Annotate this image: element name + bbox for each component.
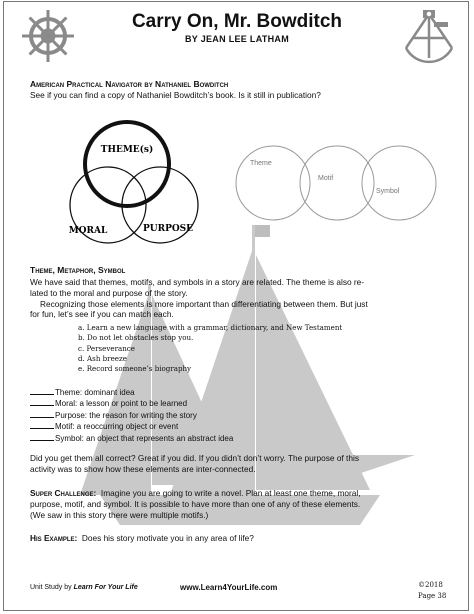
section-paragraph	[30, 277, 450, 320]
paragraph-line: Did you get them all correct? Great if you did. If you didn’t don’t worry. The purpose of this	[30, 453, 359, 463]
page-author: BY JEAN LEE LATHAM	[184, 34, 290, 44]
answer-blank[interactable]	[30, 433, 54, 441]
venn-diagram-motif	[230, 140, 450, 230]
venn-diagram-moral-purpose	[30, 110, 220, 250]
theme-circle-right	[236, 146, 310, 220]
his-example-heading: His Example:	[30, 533, 78, 543]
his-example-text: Does his story motivate you in any area of life?	[81, 533, 254, 543]
match-row	[30, 398, 233, 409]
paragraph-line: We have said that themes, motifs, and symbols in a story are related. The theme is also re-	[30, 277, 365, 287]
answer-blank[interactable]	[30, 421, 54, 429]
navigator-heading: American Practical Navigator by Nathaniel Bowditch	[30, 79, 229, 89]
matching-exercise	[30, 387, 233, 444]
paragraph-line: lated to the moral and purpose of the story.	[30, 287, 188, 298]
example-list	[78, 323, 342, 374]
section-heading-theme-metaphor: Theme, Metaphor, Symbol	[30, 265, 126, 275]
paragraph-line: purpose, motif, and symbol. It is possible to have more than one of any of these elements.	[30, 498, 361, 509]
paragraph-line: Recognizing those elements is more important than differentiating between them. But just	[40, 298, 368, 309]
match-label: Purpose: the reason for writing the story	[55, 410, 197, 420]
venn-label-symbol: Symbol	[376, 188, 400, 195]
venn-label-moral: MORAL	[68, 226, 108, 236]
footer-copyright: ©2018	[418, 581, 443, 589]
match-row	[30, 433, 233, 444]
match-label: Symbol: an object that represents an abstract idea	[55, 433, 234, 443]
paragraph-line	[30, 488, 361, 499]
paragraph-line: (We saw in this story there were multiple motifs.)	[30, 509, 209, 520]
motif-circle	[300, 146, 374, 220]
answer-blank[interactable]	[30, 398, 54, 406]
footer-prefix: Unit Study by	[30, 584, 74, 591]
venn-label-theme-right: Theme	[250, 160, 272, 167]
list-item: e. Record someone’s biography	[78, 364, 192, 374]
page-title: Carry On, Mr. Bowditch	[131, 11, 343, 32]
navigator-text: See if you can find a copy of Nathaniel Bowditch’s book. Is it still in publication?	[30, 90, 321, 100]
venn-label-motif: Motif	[318, 175, 334, 182]
footer-brand: Learn For Your Life	[73, 584, 138, 591]
list-item: a. Learn a new language with a grammar, dictionary, and New Testament	[78, 323, 343, 332]
his-example	[30, 533, 254, 544]
match-label: Theme: dominant idea	[55, 388, 135, 397]
match-row	[30, 421, 233, 432]
symbol-circle	[362, 146, 436, 220]
paragraph-line: for fun, let’s see if you can match each.	[30, 309, 174, 320]
theme-circle	[85, 122, 169, 206]
list-item: c. Perseverance	[78, 343, 135, 353]
venn-label-theme: THEME(s)	[100, 145, 154, 155]
match-label: Moral: a lesson or point to be learned	[55, 399, 188, 409]
answer-blank[interactable]	[30, 387, 54, 395]
super-challenge-heading: Super Challenge:	[30, 488, 97, 498]
match-row	[30, 410, 233, 421]
answer-blank[interactable]	[30, 410, 54, 418]
footer-page-number: Page 38	[418, 592, 447, 600]
paragraph-line: activity was to show how these elements are inter-connected.	[30, 463, 256, 474]
super-challenge	[30, 488, 361, 520]
check-paragraph	[30, 453, 359, 475]
match-row	[30, 387, 233, 398]
list-item: d. Ash breeze	[78, 353, 127, 363]
super-challenge-text: Imagine you are going to write a novel. Plan at least one theme, moral,	[100, 488, 361, 498]
list-item: b. Do not let obstacles stop you.	[78, 333, 194, 343]
footer-website-link[interactable]: www.Learn4YourLife.com	[180, 583, 278, 592]
match-label: Motif: a reoccurring object or event	[55, 422, 179, 432]
footer-unit-study	[30, 584, 138, 591]
venn-label-purpose: PURPOSE	[142, 224, 194, 234]
